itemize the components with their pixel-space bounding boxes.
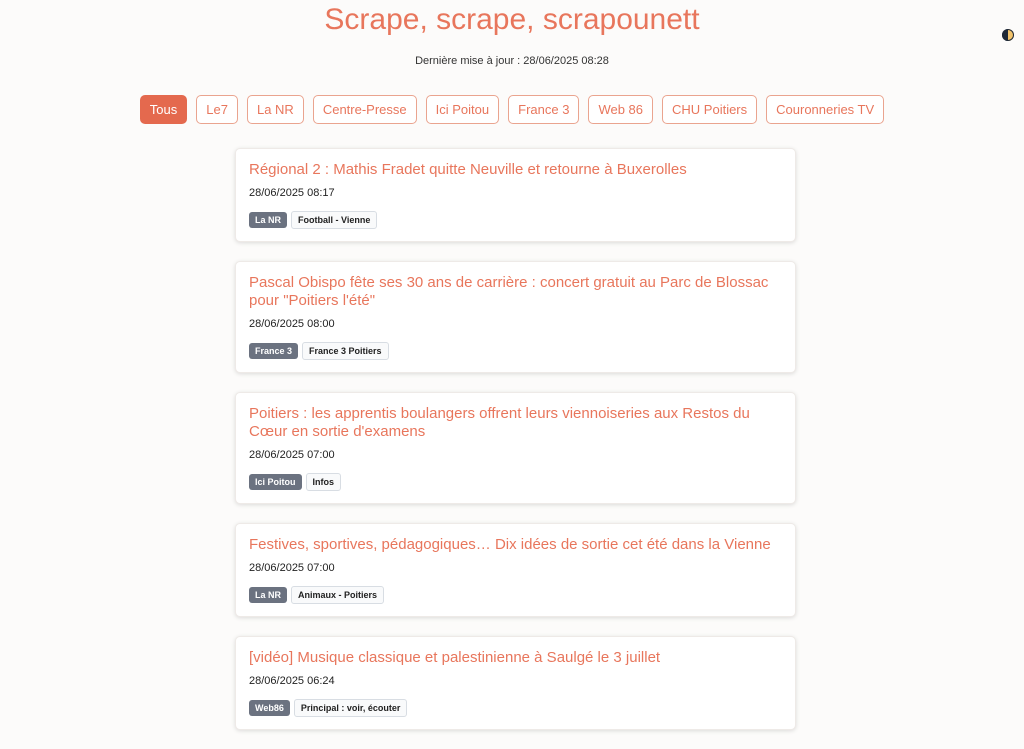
category-badge: France 3 Poitiers [302,342,389,360]
article-tags [249,586,782,604]
source-badge: France 3 [249,343,298,359]
source-badge: Web86 [249,700,290,716]
filter-chu-poitiers-button[interactable]: CHU Poitiers [662,95,757,124]
filter-la-nr-button[interactable]: La NR [247,95,304,124]
category-badge: Animaux - Poitiers [291,586,384,604]
article-feed [235,148,796,749]
filter-centre-presse-button[interactable]: Centre-Presse [313,95,417,124]
article-title-link[interactable]: [vidéo] Musique classique et palestinienne à Saulgé le 3 juillet [249,649,661,666]
article-date: 28/06/2025 06:24 [249,675,335,687]
article-title-link[interactable]: Poitiers : les apprentis boulangers offrent leurs viennoiseries aux Restos du Cœur en sortie d'examens [249,405,750,440]
source-badge: Ici Poitou [249,474,302,490]
article-card [235,523,796,617]
article-title-link[interactable]: Régional 2 : Mathis Fradet quitte Neuville et retourne à Buxerolles [249,161,687,178]
filter-web-86-button[interactable]: Web 86 [588,95,653,124]
article-date: 28/06/2025 08:17 [249,187,335,199]
filter-le7-button[interactable]: Le7 [196,95,238,124]
article-card [235,636,796,730]
source-badge: La NR [249,212,287,228]
last-updated: Dernière mise à jour : 28/06/2025 08:28 [415,55,609,67]
filter-ici-poitou-button[interactable]: Ici Poitou [426,95,499,124]
article-date: 28/06/2025 07:00 [249,449,335,461]
category-badge: Principal : voir, écouter [294,699,408,717]
category-badge: Football - Vienne [291,211,377,229]
article-card [235,261,796,373]
article-date: 28/06/2025 07:00 [249,562,335,574]
article-tags [249,211,782,229]
category-badge: Infos [306,473,342,491]
article-tags [249,342,782,360]
article-tags [249,473,782,491]
article-card [235,392,796,504]
filter-france-3-button[interactable]: France 3 [508,95,579,124]
article-title-link[interactable]: Festives, sportives, pédagogiques… Dix idées de sortie cet été dans la Vienne [249,536,771,553]
article-date: 28/06/2025 08:00 [249,318,335,330]
filter-tous-button[interactable]: Tous [140,95,187,124]
filter-couronneries-tv-button[interactable]: Couronneries TV [766,95,884,124]
source-badge: La NR [249,587,287,603]
theme-toggle-icon[interactable] [1002,29,1014,41]
source-filter-bar [0,95,1024,124]
article-title-link[interactable]: Pascal Obispo fête ses 30 ans de carrière : concert gratuit au Parc de Blossac pour "Poitiers l'été" [249,274,769,309]
article-card [235,148,796,242]
page-title: Scrape, scrape, scrapounett [324,3,700,36]
article-tags [249,699,782,717]
